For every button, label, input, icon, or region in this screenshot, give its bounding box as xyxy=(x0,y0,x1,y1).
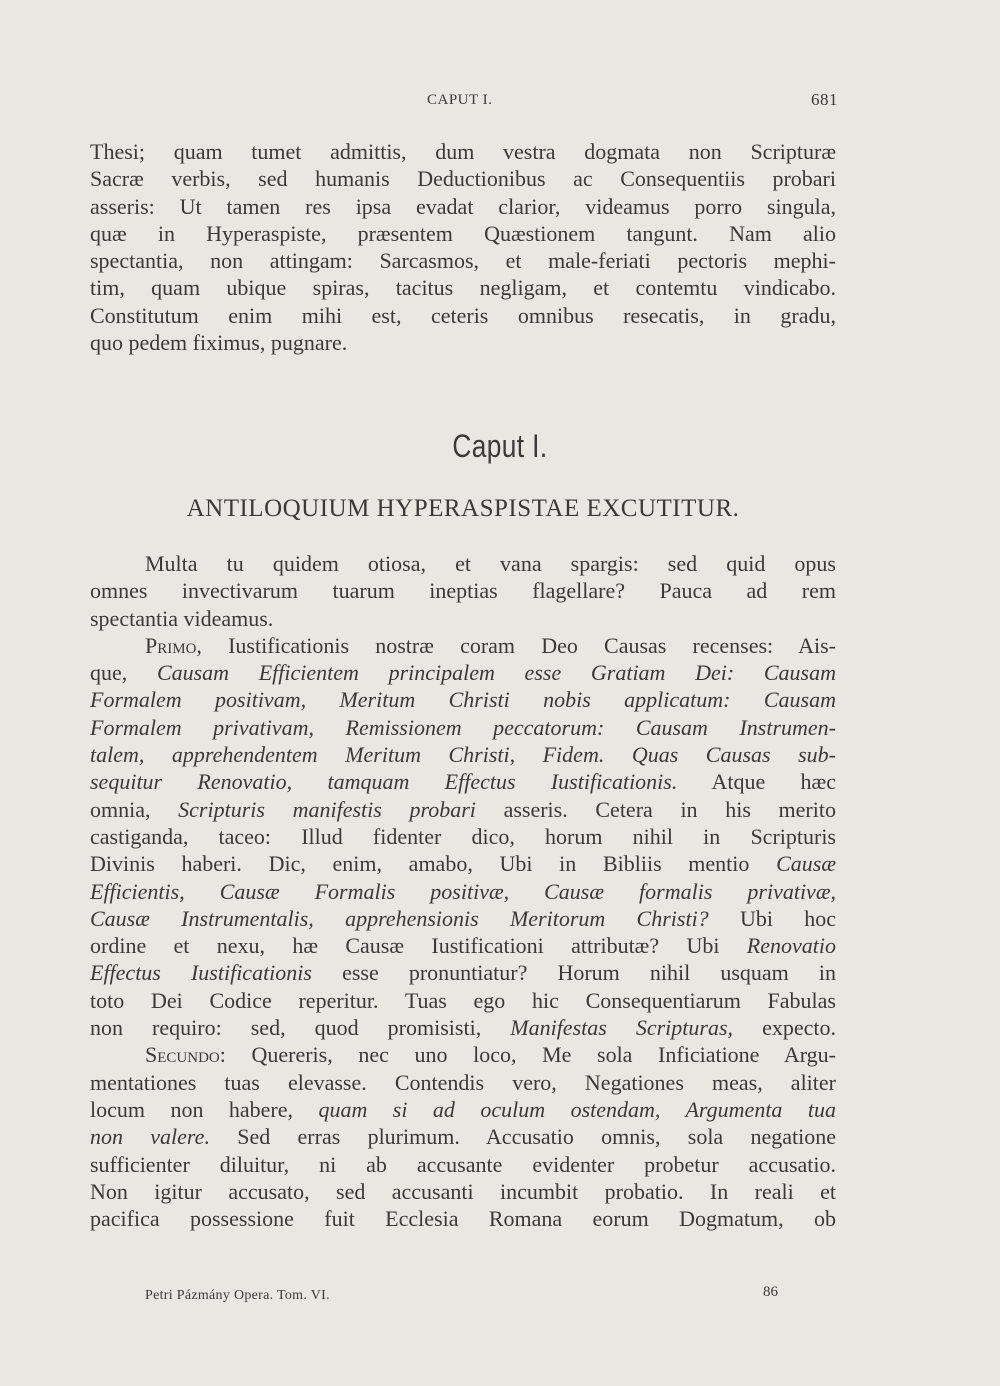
text-line: locum non habere, quam si ad oculum ostendam, Argumenta tua xyxy=(90,1096,836,1122)
chapter-subtitle: ANTILOQUIUM HYPERASPISTAE EXCUTITUR. xyxy=(186,495,740,522)
text-line: sufficienter diluitur, ni ab accusante evidenter probetur accusatio. xyxy=(90,1151,836,1177)
text-line: Thesi; quam tumet admittis, dum vestra dogmata non Scripturæ xyxy=(90,139,836,164)
text-line: mentationes tuas elevasse. Contendis vero, Negationes meas, aliter xyxy=(90,1069,836,1095)
text-line: quæ in Hyperaspiste, præsentem Quæstionem tangunt. Nam alio xyxy=(90,220,836,246)
section-marker-secundo: Secundo: xyxy=(145,1042,226,1068)
text-line: non valere. Sed erras plurimum. Accusatio omnis, sola negatione xyxy=(90,1124,837,1150)
text-line: Secundo: Quereris, nec uno loco, Me sola Inficiatione Argu- xyxy=(145,1042,836,1068)
text-line: pacifica possessione fuit Ecclesia Romana eorum Dogmatum, ob xyxy=(90,1206,836,1232)
intro-paragraph xyxy=(90,138,836,356)
text-line: talem, apprehendentem Meritum Christi, Fidem. Quas Causas sub- xyxy=(90,742,836,768)
text-line: tim, quam ubique spiras, tacitus negligam, et contemtu vindicabo. xyxy=(90,275,836,301)
text-line: Formalem positivam, Meritum Christi nobis applicatum: Causam xyxy=(90,687,836,713)
text-line: Constitutum enim mihi est, ceteris omnibus resecatis, in gradu, xyxy=(90,302,836,328)
section-marker-primo: Primo, xyxy=(145,632,202,658)
text-line: sequitur Renovatio, tamquam Effectus Iustificationis. Atque hæc xyxy=(90,769,836,795)
chapter-title: Caput I. xyxy=(452,428,548,464)
text-line: spectantia, non attingam: Sarcasmos, et male-feriati pectoris mephi- xyxy=(90,248,836,274)
text-line: omnes invectivarum tuarum ineptias flagellare? Pauca ad rem xyxy=(90,578,836,604)
running-title: CAPUT I. xyxy=(427,92,493,108)
text-line: Primo, Iustificationis nostræ coram Deo Causas recenses: Ais- xyxy=(145,632,836,658)
footer-source: Petri Pázmány Opera. Tom. VI. xyxy=(145,1288,330,1303)
text-line: non requiro: sed, quod promisisti, Manifestas Scripturas, expecto. xyxy=(90,1015,836,1041)
text-line: quo pedem fiximus, pugnare. xyxy=(90,330,348,356)
text-line: castiganda, taceo: Illud fidenter dico, horum nihil in Scripturis xyxy=(90,823,836,849)
page-number: 681 xyxy=(811,90,838,109)
text-line: omnia, Scripturis manifestis probari asseris. Cetera in his merito xyxy=(90,796,836,822)
text-line: asseris: Ut tamen res ipsa evadat clarior, videamus porro singula, xyxy=(90,193,836,219)
signature-mark: 86 xyxy=(763,1284,778,1300)
text-line: Non igitur accusato, sed accusanti incumbit probatio. In reali et xyxy=(90,1178,836,1204)
text-line: Efficientis, Causæ Formalis positivæ, Causæ formalis privativæ, xyxy=(90,878,836,904)
text-line: Effectus Iustificationis esse pronuntiatur? Horum nihil usquam in xyxy=(90,960,836,986)
text-line: spectantia videamus. xyxy=(90,605,274,631)
text-line: Divinis haberi. Dic, enim, amabo, Ubi in Bibliis mentio Causæ xyxy=(90,851,836,877)
text-line: Multa tu quidem otiosa, et vana spargis: sed quid opus xyxy=(145,551,836,576)
text-line: toto Dei Codice reperitur. Tuas ego hic Consequentiarum Fabulas xyxy=(90,987,836,1013)
text-line: que, Causam Efficientem principalem esse Gratiam Dei: Causam xyxy=(90,660,836,686)
text-line: Causæ Instrumentalis, apprehensionis Meritorum Christi? Ubi hoc xyxy=(90,905,836,931)
text-line: Sacræ verbis, sed humanis Deductionibus ac Consequentiis probari xyxy=(90,166,836,192)
body-text xyxy=(90,550,836,1232)
text-line: Formalem privativam, Remissionem peccatorum: Causam Instrumen- xyxy=(90,714,836,740)
text-line: ordine et nexu, hæ Causæ Iustificationi attributæ? Ubi Renovatio xyxy=(90,933,836,959)
